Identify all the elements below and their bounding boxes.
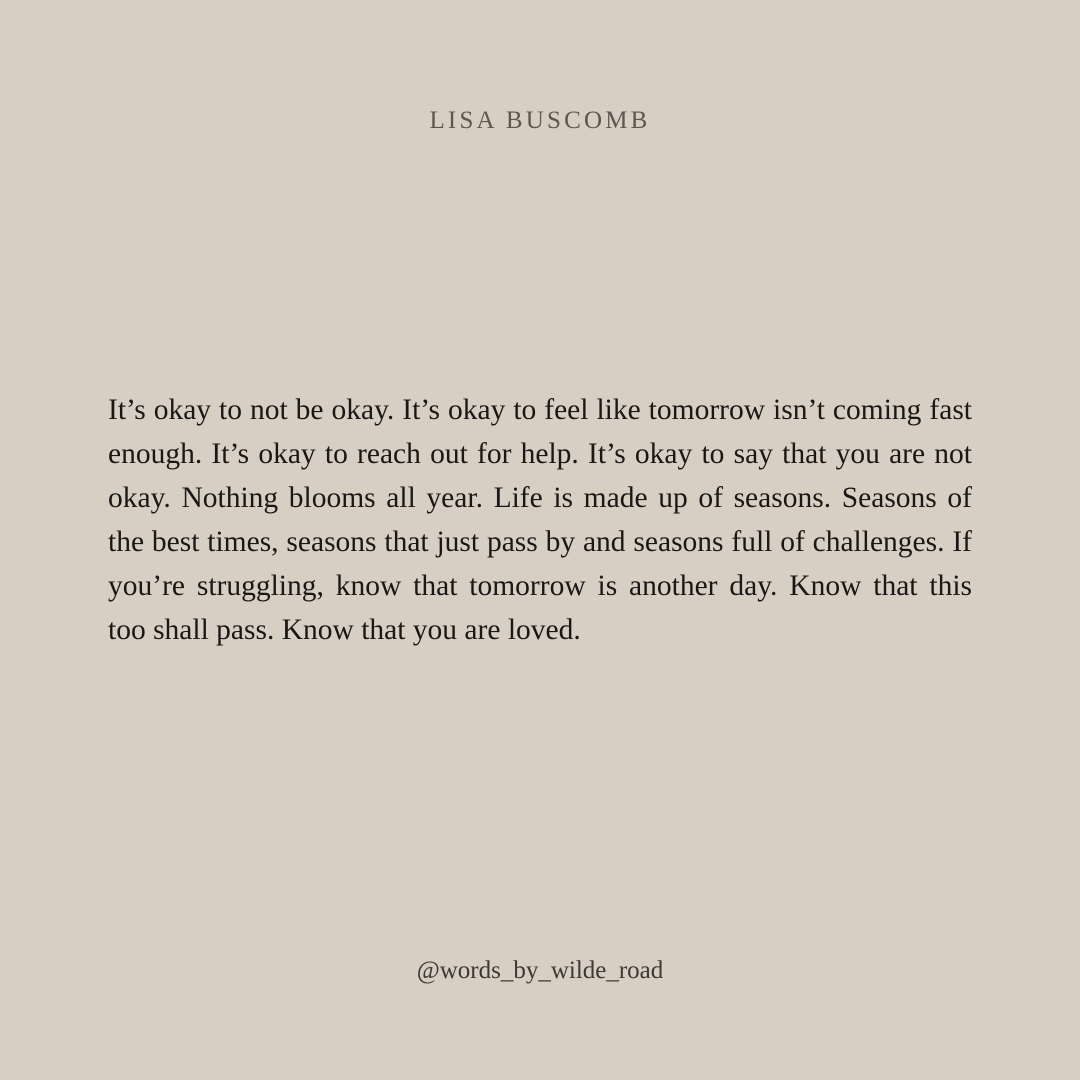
author-name: LISA BUSCOMB (429, 107, 651, 134)
social-handle: @words_by_wilde_road (416, 957, 664, 984)
quote-text: It’s okay to not be okay. It’s okay to feel like tomorrow isn’t coming fast enough. It’s okay to reach out for help. It’s okay to say that you are not okay. Nothing blooms all year. Life is made up of seasons. Seasons of the best times, seasons that just pass by and seasons full of challenges. If you’re struggling, know that tomorrow is another day. Know that this too shall pass. Know that you are loved. (108, 394, 972, 646)
